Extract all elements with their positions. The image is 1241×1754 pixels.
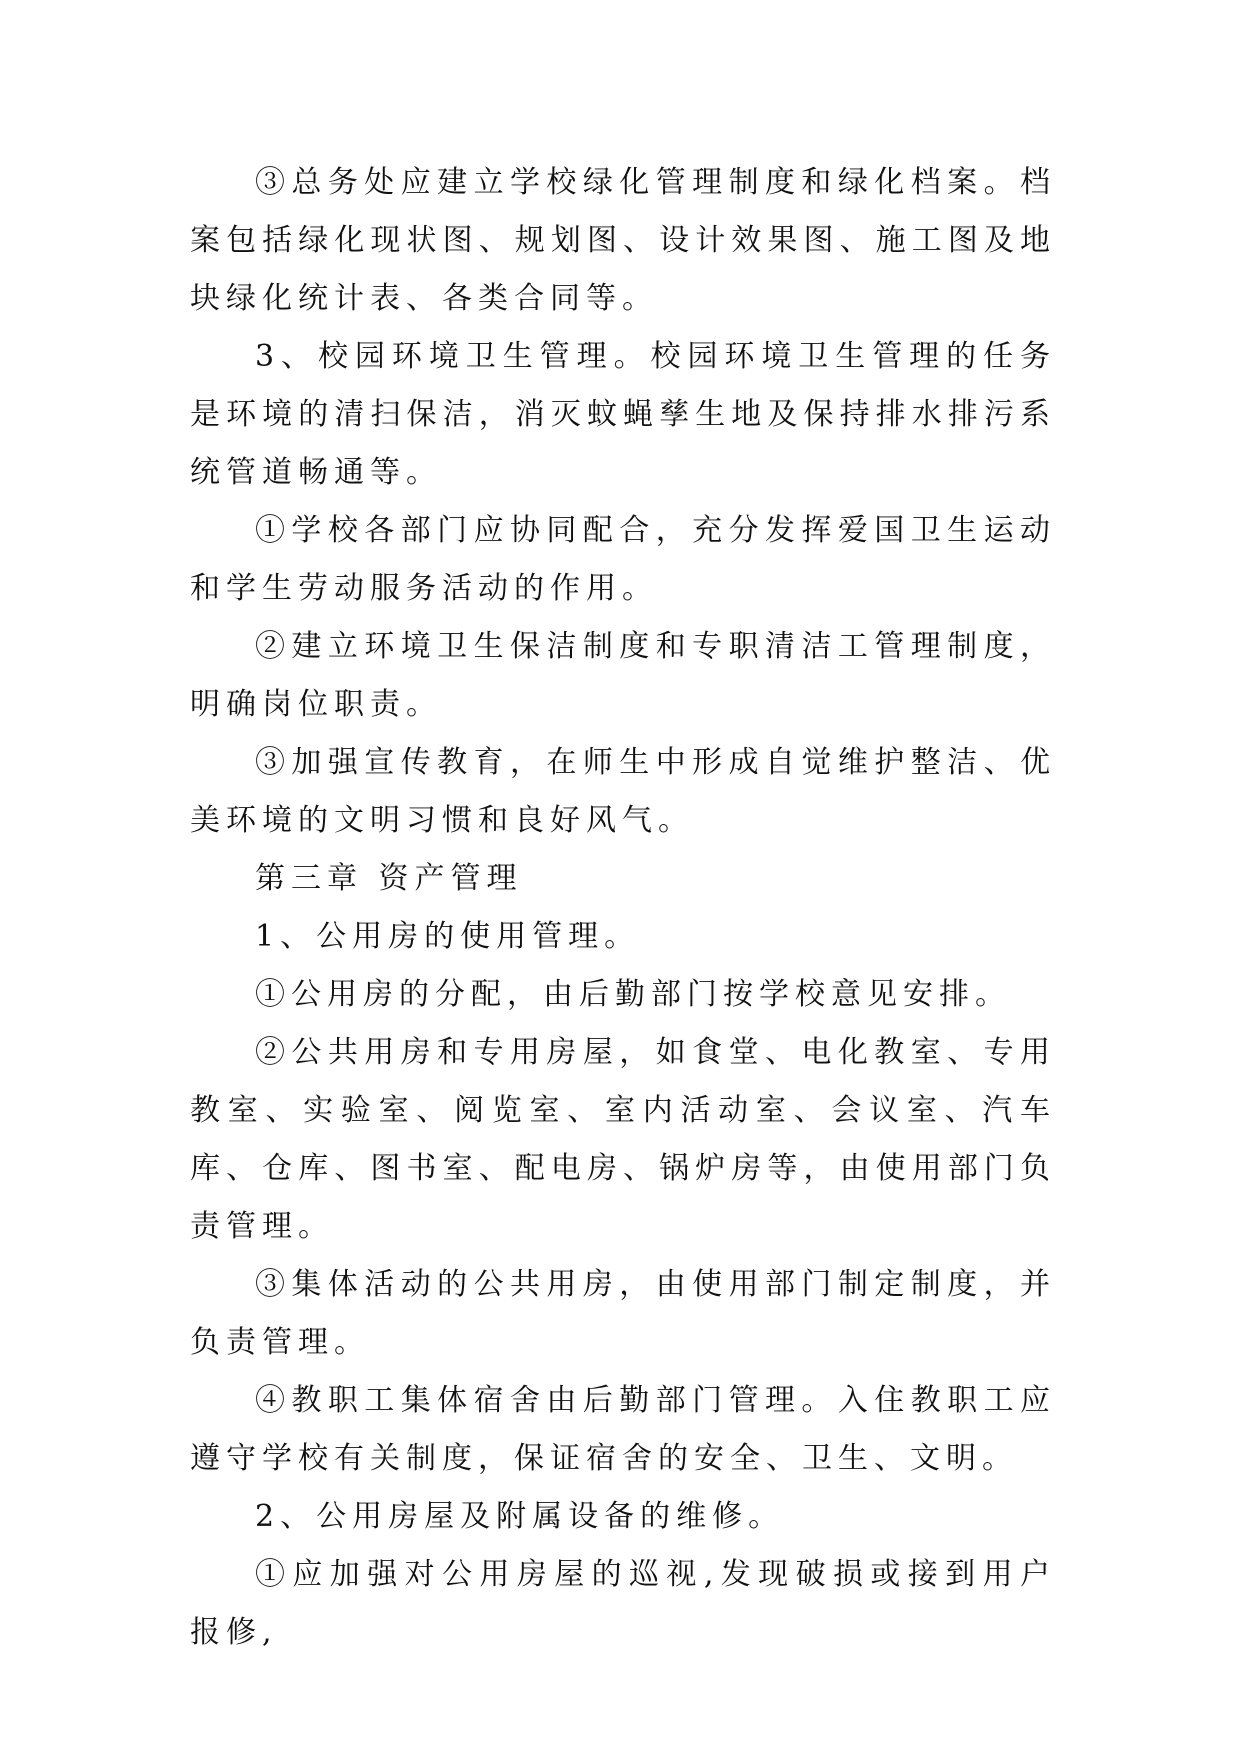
paragraph-greening-archive: ③总务处应建立学校绿化管理制度和绿化档案。档案包括绿化现状图、规划图、设计效果图、施工图及地块绿化统计表、各类合同等。	[190, 165, 1056, 316]
paragraph-inspection: ①应加强对公用房屋的巡视,发现破损或接到用户报修,	[190, 1557, 1056, 1650]
document-body	[190, 154, 1056, 1662]
section-heading-maintenance: 2、公用房屋及附属设备的维修。	[255, 1499, 785, 1534]
section-heading-room-usage: 1、公用房的使用管理。	[255, 919, 641, 954]
paragraph-special-rooms: ②公共用房和专用房屋，如食堂、电化教室、专用教室、实验室、阅览室、室内活动室、会议室、汽车库、仓库、图书室、配电房、锅炉房等，由使用部门负责管理。	[190, 1035, 1056, 1244]
chapter-heading: 第三章 资产管理	[255, 861, 523, 896]
paragraph-publicity-education: ③加强宣传教育，在师生中形成自觉维护整洁、优美环境的文明习惯和良好风气。	[190, 745, 1056, 838]
paragraph-room-allocation: ①公用房的分配，由后勤部门按学校意见安排。	[255, 977, 1011, 1012]
paragraph-collective-rooms: ③集体活动的公共用房，由使用部门制定制度，并负责管理。	[190, 1267, 1056, 1360]
paragraph-cleaning-system: ②建立环境卫生保洁制度和专职清洁工管理制度，明确岗位职责。	[190, 629, 1056, 722]
paragraph-staff-dormitory: ④教职工集体宿舍由后勤部门管理。入住教职工应遵守学校有关制度，保证宿舍的安全、卫生、文明。	[190, 1383, 1056, 1476]
paragraph-environment-hygiene: 3、校园环境卫生管理。校园环境卫生管理的任务是环境的清扫保洁，消灭蚊蝇孳生地及保持排水排污系统管道畅通等。	[190, 339, 1056, 490]
paragraph-department-cooperation: ①学校各部门应协同配合，充分发挥爱国卫生运动和学生劳动服务活动的作用。	[190, 513, 1056, 606]
